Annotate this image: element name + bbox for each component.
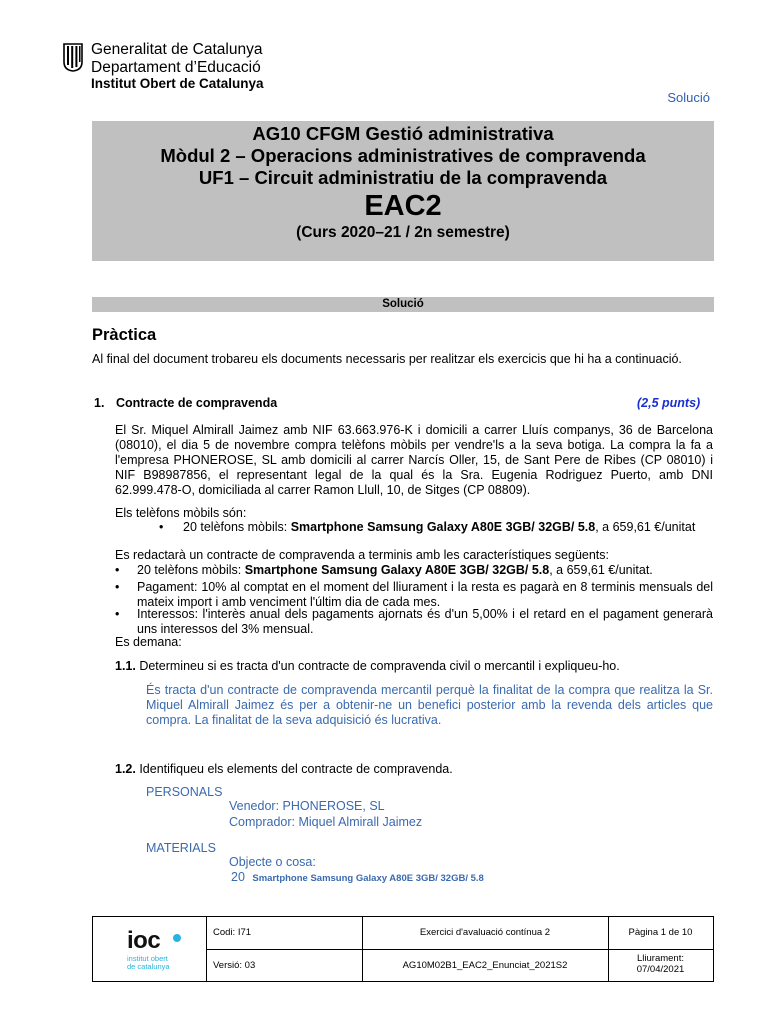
footer-lliurament-date: 07/04/2021 xyxy=(636,964,685,975)
bullet-icon: • xyxy=(115,607,120,621)
objecte-label: Objecte o cosa: xyxy=(229,855,316,869)
bullet-icon: • xyxy=(115,563,120,577)
phones-bullet-product: Smartphone Samsung Galaxy A80E 3GB/ 32GB/ 5.8 xyxy=(290,520,596,534)
question-1-2-text: Identifiqueu els elements del contracte de compravenda. xyxy=(135,762,453,776)
generalitat-logo-icon xyxy=(62,42,84,72)
contract-b1-product: Smartphone Samsung Galaxy A80E 3GB/ 32GB/ 5.8 xyxy=(244,563,550,577)
footer-versio: Versió: 03 xyxy=(213,960,256,971)
es-demana: Es demana: xyxy=(115,635,182,649)
contract-intro: Es redactarà un contracte de compravenda a terminis amb les característiques següents: xyxy=(115,548,610,562)
question-1-title xyxy=(94,396,277,410)
personals-heading: PERSONALS xyxy=(146,785,223,799)
comprador-line: Comprador: Miquel Almirall Jaimez xyxy=(229,815,423,829)
footer-lliurament xyxy=(608,953,713,975)
footer-exercici: Exercici d'avaluació contínua 2 xyxy=(419,927,551,938)
module-title: Mòdul 2 – Operacions administratives de compravenda xyxy=(160,145,646,166)
footer-fitxer: AG10M02B1_EAC2_Enunciat_2021S2 xyxy=(402,960,568,971)
question-1-1 xyxy=(115,659,620,674)
question-1-1-text: Determineu si es tracta d'un contracte de compravenda civil o mercantil i expliqueu-ho. xyxy=(135,659,620,673)
footer-pagina: Pàgina 1 de 10 xyxy=(628,927,693,938)
bullet-icon: • xyxy=(115,580,120,594)
ioc-logo-sub1: institut obert xyxy=(127,954,168,963)
footer-lliurament-label: Lliurament: xyxy=(637,953,684,964)
org-line2: Departament d’Educació xyxy=(91,59,261,76)
title-box xyxy=(92,121,714,261)
course-year: (Curs 2020–21 / 2n semestre) xyxy=(296,224,510,241)
ioc-dot-icon xyxy=(173,934,181,942)
case-paragraph: El Sr. Miquel Almirall Jaimez amb NIF 63.663.976-K i domicili a carrer Lluís companys, 36 de Barcelona (08010), el dia 5 de novembre compra telèfons mòbils per vendre'ls a la seva botiga. La compra la fa a l'empresa PHONEROSE, SL amb domicili al carrer Narcís Oller, 15, de Sant Pere de Ribes (CP 08010) i NIF B98987856, el representant legal de la qual és la Sra. Eugenia Rodriguez Puerto, amb DNI 62.999.478-O, domiciliada al carrer Ramon Llull, 10, de Sitges (CP 08809). xyxy=(115,423,713,497)
objecte-quantity: 20 xyxy=(231,870,245,884)
solution-bar: Solució xyxy=(92,297,714,312)
venedor-line: Venedor: PHONEROSE, SL xyxy=(229,799,385,813)
unit-title: UF1 – Circuit administratiu de la compravenda xyxy=(198,167,608,188)
practica-heading: Pràctica xyxy=(92,326,157,344)
practica-intro: Al final del document trobareu els documents necessaris per realitzar els exercicis que hi ha a continuació. xyxy=(92,352,682,366)
contract-bullet-1 xyxy=(115,563,713,578)
question-1-text: Contracte de compravenda xyxy=(116,396,278,410)
question-1-points: (2,5 punts) xyxy=(637,396,701,410)
footer-codi: Codi: I71 xyxy=(213,927,252,938)
assignment-title: EAC2 xyxy=(364,190,442,222)
question-1-number: 1. xyxy=(94,396,105,410)
contract-b1-price: , a 659,61 €/unitat. xyxy=(549,563,653,577)
contract-b1-prefix: 20 telèfons mòbils: xyxy=(137,563,245,577)
objecte-line xyxy=(231,870,484,884)
objecte-item: Smartphone Samsung Galaxy A80E 3GB/ 32GB/ 5.8 xyxy=(252,873,484,884)
footer-table xyxy=(92,916,714,982)
phones-bullet xyxy=(159,520,695,535)
answer-1-1: És tracta d'un contracte de compravenda mercantil perquè la finalitat de la compra que realitza la Sr. Miquel Almirall Jaimez és per a obtenir-ne un benefici posterior amb la revenda dels articles que compra. La finalitat de la seva adquisició és lucrativa. xyxy=(146,683,713,727)
question-1-1-number: 1.1. xyxy=(115,659,136,673)
course-title: AG10 CFGM Gestió administrativa xyxy=(252,123,554,144)
question-1-2 xyxy=(115,762,453,777)
ioc-logo xyxy=(93,917,206,981)
solucio-label: Solució xyxy=(667,90,710,105)
org-line1: Generalitat de Catalunya xyxy=(91,41,263,58)
question-1-2-number: 1.2. xyxy=(115,762,136,776)
contract-bullet-2: Pagament: 10% al comptat en el moment del lliurament i la resta es pagarà en 8 terminis mensuals del mateix import i amb venciment l'últim dia de cada mes. xyxy=(137,580,713,609)
institute-name: Institut Obert de Catalunya xyxy=(91,76,264,91)
ioc-logo-text: ioc xyxy=(127,927,161,954)
ioc-logo-sub2: de catalunya xyxy=(127,962,170,971)
contract-bullet-3: Interessos: l'interès anual dels pagaments ajornats és d'un 5,00% i el retard en el pagament generarà uns interessos del 3% mensual. xyxy=(137,607,713,636)
bullet-icon: • xyxy=(159,520,164,534)
materials-heading: MATERIALS xyxy=(146,841,216,855)
phones-intro: Els telèfons mòbils són: xyxy=(115,506,247,520)
phones-bullet-prefix: 20 telèfons mòbils: xyxy=(183,520,291,534)
phones-bullet-price: , a 659,61 €/unitat xyxy=(595,520,696,534)
